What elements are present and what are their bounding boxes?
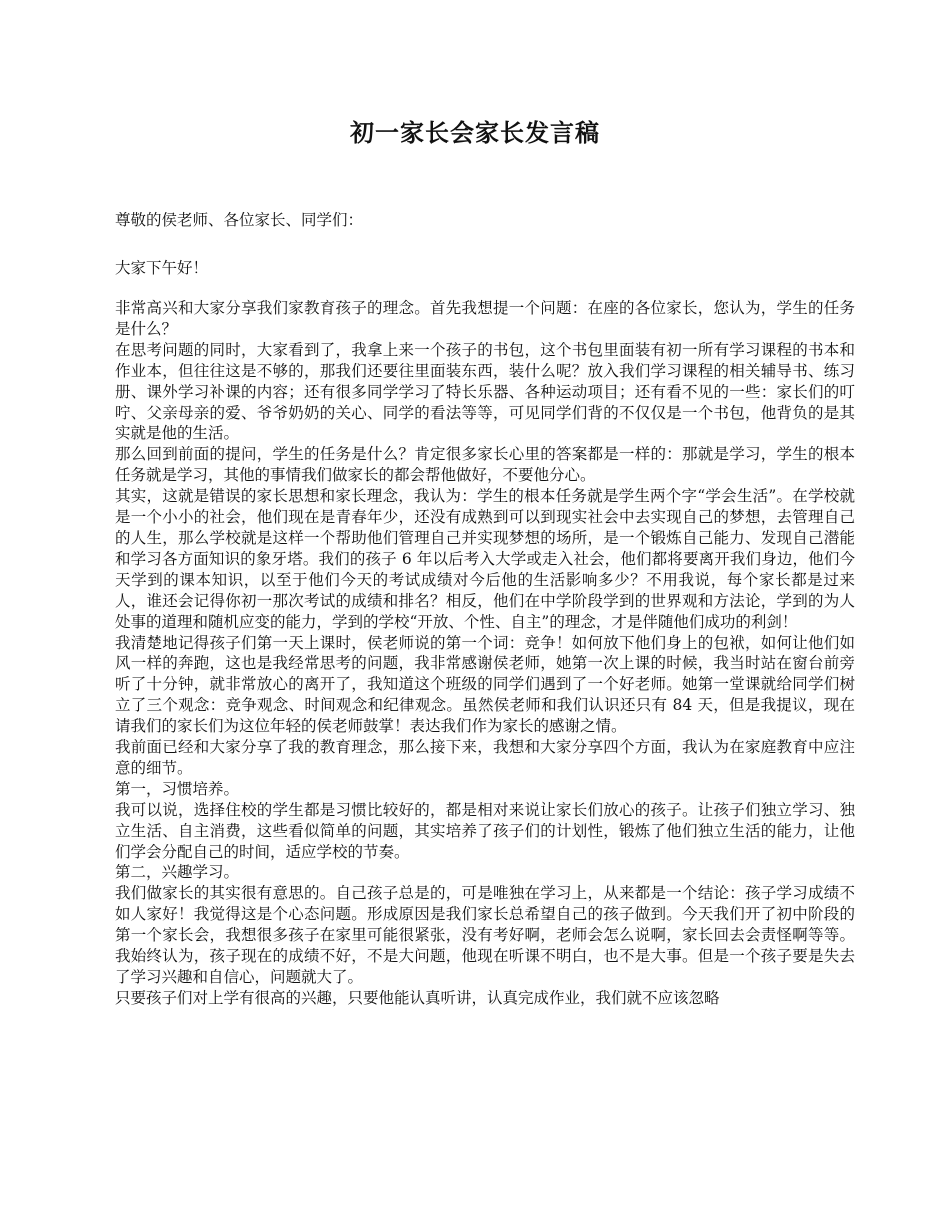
paragraph: 非常高兴和大家分享我们家教育孩子的理念。首先我想提一个问题：在座的各位家长，您认为，学生的任务是什么？ — [115, 299, 855, 338]
section-heading: 第一，习惯培养。 — [115, 779, 240, 798]
greeting-line: 大家下午好！ — [115, 259, 209, 277]
paragraph: 只要孩子们对上学有很高的兴趣，只要他能认真听讲，认真完成作业，我们就不应该忽略 — [115, 988, 720, 1007]
paragraph: 我可以说，选择住校的学生都是习惯比较好的，都是相对来说让家长们放心的孩子。让孩子们独立学习、独立生活、自主消费，这些看似简单的问题，其实培养了孩子们的计划性，锻炼了他们独立生活的能力，让他们学会分配自己的时间，适应学校的节奏。 — [115, 800, 855, 861]
paragraph: 那么回到前面的提问，学生的任务是什么？肯定很多家长心里的答案都是一样的：那就是学习，学生的根本任务就是学习，其他的事情我们做家长的都会帮他做好，不要他分心。 — [115, 445, 855, 485]
salutation-line: 尊敬的侯老师、各位家长、同学们： — [115, 211, 364, 229]
document-body — [115, 298, 855, 1009]
paragraph: 我清楚地记得孩子们第一天上课时，侯老师说的第一个词：竞争！如何放下他们身上的包袱，如何让他们如风一样的奔跑，这也是我经常思考的问题，我非常感谢侯老师，她第一次上课的时候，我当时站在窗台前旁听了十分钟，就非常放心的离开了，我知道这个班级的同学们遇到了一个好老师。她第一堂课就给同学们树立了三个观念：竞争观念、时间观念和纪律观念。虽然侯老师和我们认识还只有 84 天，但是我提议，现在请我们的家长们为这位年轻的侯老师鼓掌！表达我们作为家长的感谢之情。 — [115, 633, 855, 736]
paragraph: 我们做家长的其实很有意思的。自己孩子总是的，可是唯独在学习上，从来都是一个结论：孩子学习成绩不如人家好！我觉得这是个心态问题。形成原因是我们家长总希望自己的孩子做到。今天我们开了初中阶段的第一个家长会，我想很多孩子在家里可能很紧张，没有考好啊，老师会怎么说啊，家长回去会责怪啊等等。我始终认为，孩子现在的成绩不好，不是大问题，他现在听课不明白，也不是大事。但是一个孩子要是失去了学习兴趣和自信心，问题就大了。 — [115, 884, 855, 986]
paragraph: 我前面已经和大家分享了我的教育理念，那么接下来，我想和大家分享四个方面，我认为在家庭教育中应注意的细节。 — [115, 738, 855, 777]
document-title: 初一家长会家长发言稿 — [350, 118, 600, 147]
paragraph: 其实，这就是错误的家长思想和家长理念，我认为：学生的根本任务就是学生两个字“学会生活”。在学校就是一个小小的社会，他们现在是青春年少，还没有成熟到可以到现实社会中去实现自己的梦想，去管理自己的人生，那么学校就是这样一个帮助他们管理自己并实现梦想的场所，是一个锻炼自己能力、发现自己潜能和学习各方面知识的象牙塔。我们的孩子 6 年以后考入大学或走入社会，他们都将要离开我们身边，他们今天学到的课本知识，以至于他们今天的考试成绩对今后他的生活影响多少？不用我说，每个家长都是过来人，谁还会记得你初一那次考试的成绩和排名？相反，他们在中学阶段学到的世界观和方法论，学到的为人处事的道理和随机应变的能力，学到的学校“开放、个性、自主”的理念，才是伴随他们成功的利剑！ — [115, 487, 855, 631]
section-heading: 第二，兴趣学习。 — [115, 863, 240, 882]
paragraph: 在思考问题的同时，大家看到了，我拿上来一个孩子的书包，这个书包里面装有初一所有学习课程的书本和作业本，但往往这是不够的，那我们还要往里面装东西，装什么呢？放入我们学习课程的相关辅导书、练习册、课外学习补课的内容；还有很多同学学习了特长乐器、各种运动项目；还有看不见的一些：家长们的叮咛、父亲母亲的爱、爷爷奶奶的关心、同学的看法等等，可见同学们背的不仅仅是一个书包，他背负的是其实就是他的生活。 — [115, 340, 855, 443]
